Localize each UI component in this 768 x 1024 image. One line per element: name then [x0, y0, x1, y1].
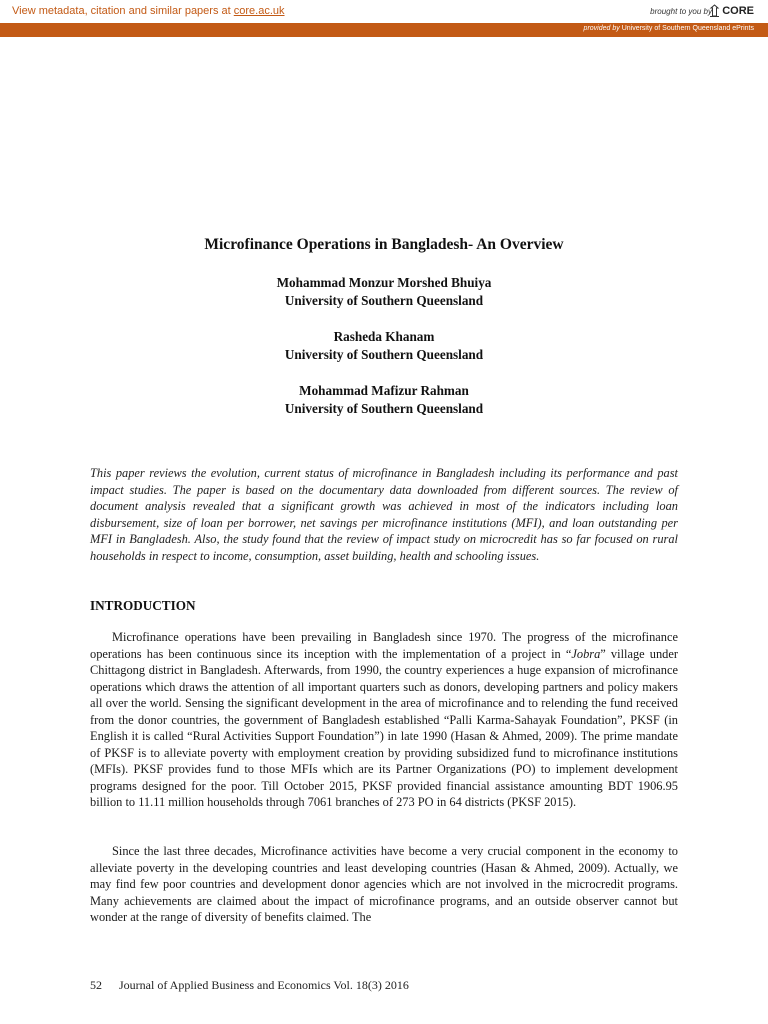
paper-title: Microfinance Operations in Bangladesh- An Overview — [204, 236, 564, 253]
section-heading-introduction: INTRODUCTION — [90, 598, 196, 613]
page-footer — [90, 978, 409, 993]
metadata-link[interactable]: View metadata, citation and similar papers at core.ac.uk — [12, 5, 285, 17]
core-logo-text: CORE — [722, 4, 754, 17]
author-affiliation: University of Southern Queensland — [284, 347, 484, 362]
author-affiliation: University of Southern Queensland — [284, 401, 484, 416]
provided-by-bar — [0, 23, 768, 37]
core-ac-uk-link[interactable]: core.ac.uk — [233, 5, 285, 17]
page-number: 52 — [90, 978, 102, 992]
abstract: This paper reviews the evolution, current status of microfinance in Bangladesh including its performance and past impact studies. The paper is based on the documentary data downloaded from different sources. The review of document analysis revealed that a significant growth was achieved in most of the indicators including loan disbursement, size of loan per borrower, net savings per microfinance institutions (MFI), and loan outstanding per MFI in Bangladesh. Also, the study found that the review of impact study on microcredit has so far focused on rural households in respect to income, consumption, asset building, health and schooling issues. — [90, 466, 678, 563]
author-name: Mohammad Monzur Morshed Bhuiya — [276, 275, 492, 290]
author-affiliation: University of Southern Queensland — [284, 293, 484, 308]
author-block-1 — [0, 274, 768, 310]
author-block-2 — [0, 328, 768, 364]
brought-to-you-label: brought to you by — [650, 7, 712, 16]
author-name: Mohammad Mafizur Rahman — [299, 383, 469, 398]
core-logo-icon — [709, 4, 720, 17]
provided-by-label: provided by — [583, 25, 620, 32]
core-logo[interactable] — [709, 4, 754, 17]
intro-paragraph-1: Microfinance operations have been prevailing in Bangladesh since 1970. The progress of the microfinance operations has been continuous since its inception with the implementation of a project in “Jobra” village under Chittagong district in Bangladesh. Afterwards, from 1990, the country experiences a huge expansion of microfinance operations which draws the attention of all important quarters such as donors, developing partners and policy makers all over the world. Sensing the significant development in the area of microfinance and to relending the fund received from the donor countries, the government of Bangladesh established “Palli Karma-Sahayak Foundation”, PKSF (in English it is called “Rural Activities Support Foundation”) in late 1990 (Hasan & Ahmed, 2009). The prime mandate of PKSF is to alleviate poverty with employment creation by providing subsidized fund to microfinance institutions (MFIs). PKSF provides fund to those MFIs which are its Partner Organizations (PO) to implement development programs designed for the poor. Till October 2015, PKSF provided financial assistance amounting BDT 1906.95 billion to 11.11 million households through 7061 branches of 273 PO in 64 districts (PKSF 2015). — [90, 630, 678, 809]
provided-by-source-link[interactable]: University of Southern Queensland ePrints — [621, 25, 754, 32]
author-name: Rasheda Khanam — [333, 329, 435, 344]
jobra-italic: Jobra — [571, 646, 601, 661]
core-banner — [0, 0, 768, 24]
intro-paragraph-2: Since the last three decades, Microfinance activities have become a very crucial component in the economy to alleviate poverty in the developing countries and least developing countries (Hasan & Ahmed, 2009). Actually, we may find few poor countries and development donor agencies which are not involved in the microcredit programs. Many achievements are claimed about the impact of microfinance programs, and an outside observer cannot but wonder at the range of diversity of benefits claimed. The — [90, 844, 678, 924]
author-block-3 — [0, 382, 768, 418]
journal-citation: Journal of Applied Business and Economics Vol. 18(3) 2016 — [119, 978, 409, 992]
